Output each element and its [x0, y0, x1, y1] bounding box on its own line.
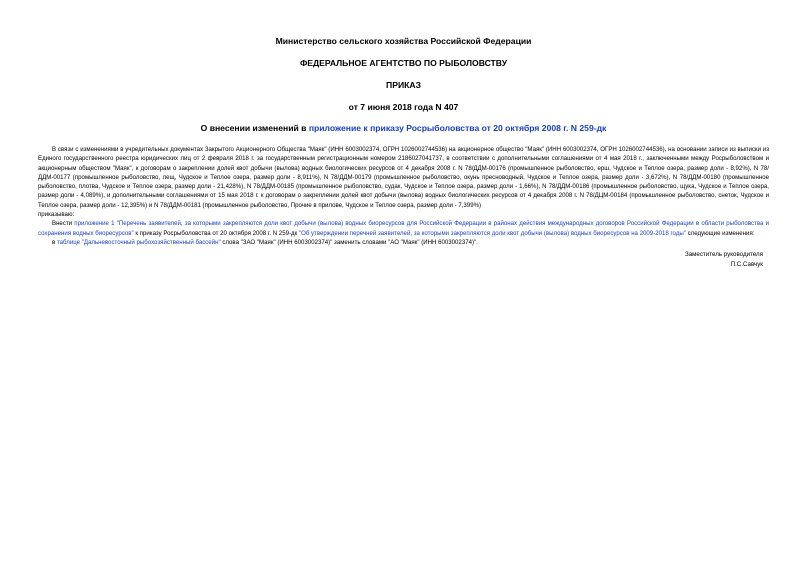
amendment-middle: к приказу Росрыболовства от 20 октября 2008 г. N 259-дк — [133, 229, 299, 237]
appendix-1-link[interactable]: приложение 1 — [74, 220, 115, 228]
amendment-paragraph — [38, 219, 769, 238]
subject-prefix: О внесении изменений в — [200, 123, 309, 133]
ministry-title: Министерство сельского хозяйства Российской Федерации — [275, 36, 532, 46]
doc-date-number: от 7 июня 2018 года N 407 — [348, 102, 459, 112]
orders-line: приказываю: — [38, 211, 75, 219]
signer-position: Заместитель руководителя — [684, 251, 763, 259]
table-link[interactable]: таблице "Дальневосточный рыбохозяйственный бассейн" — [56, 238, 221, 246]
subject-link[interactable]: приложение к приказу Росрыболовства от 20 октября 2008 г. N 259-дк — [308, 123, 607, 133]
doc-subject — [38, 123, 769, 133]
order-title-link[interactable]: "Об утверждении перечней заявителей, за которыми закрепляются доли квот добычи (вылова) водных биоресурсов на 2009-2018 годы" — [298, 229, 686, 237]
preamble-paragraph: В связи с изменениями в учредительных документах Закрытого Акционерного Общества "Маяк" (ИНН 6003002374, ОГРН 1026002744536) на акционерное общество "Маяк" (ИНН 6003002374, ОГРН 1026002744536), на основании записи из выписки из Единого государственного реестра юридических лиц от 2 февраля 2018 г. за государственным регистрационным номером 2186027041737, в соответствии с дополнительными соглашениями от 4 мая 2018 г., заключенными между Росрыболовством и акционерным обществом "Маяк", к договорам о закреплении долей квот добычи (вылова) водных биологических ресурсов от 4 декабря 2008 г. N 78/ДДМ-00176 (промышленное рыболовство, ерш, Чудское и Теплое озера, размер доли - 8,92%), N 78/ДДМ-00177 (промышленное рыболовство, лещ, Чудское и Теплое озера, размер доли - 8,911%), N 78/ДДМ-00179 (промышленное рыболовство, окунь пресноводный, Чудское и Теплое озера, размер доли - 3,672%), N 78/ДДМ-00180 (промышленное рыболовство, плотва, Чудское и Теплое озера, размер доли - 21,428%), N 78/ДДМ-00185 (промышленное рыболовство, судак, Чудское и Теплое озера, размер доли - 1,66%), N 78/ДДМ-00186 (промышленное рыболовство, щука, Чудское и Теплое озера, размер доли - 4,089%), и дополнительными соглашениями от 15 мая 2018 г. к договорам о закреплении долей квот добычи (вылова) водных биологических ресурсов от 4 декабря 2008 г. N 78/ДЦМ-00184 (промышленное рыболовство, снеток, Чудское и Теплое озера, размер доли - 12,395%) и N 78/ДДМ-00181 (промышленное рыболовство, Прочие в прилове, Чудское и Теплое озера, размер доли - 7,399%) — [38, 146, 769, 209]
signature-block — [38, 250, 769, 269]
doc-type: ПРИКАЗ — [386, 80, 421, 90]
appendix-title-link[interactable]: "Перечень заявителей, за которыми закрепляются доли квот добычи (вылова) водных биоресурсов для Российской Федерации в районах действия международных договоров Российской Федерации в области рыболовства и сохранения водных биоресурсов" — [38, 220, 769, 237]
document-body — [38, 145, 769, 247]
replacement-suffix: слова "ЗАО "Маяк" (ИНН 6003002374)" заменить словами "АО "Маяк" (ИНН 6003002374)". — [220, 238, 478, 246]
agency-title: ФЕДЕРАЛЬНОЕ АГЕНТСТВО ПО РЫБОЛОВСТВУ — [299, 58, 508, 68]
replacement-prefix: в — [52, 238, 57, 246]
amendment-prefix: Внести — [52, 220, 75, 228]
signer-name: П.С.Савчук — [730, 260, 763, 268]
amendment-suffix: следующие изменения: — [685, 229, 755, 237]
replacement-paragraph — [38, 238, 769, 247]
